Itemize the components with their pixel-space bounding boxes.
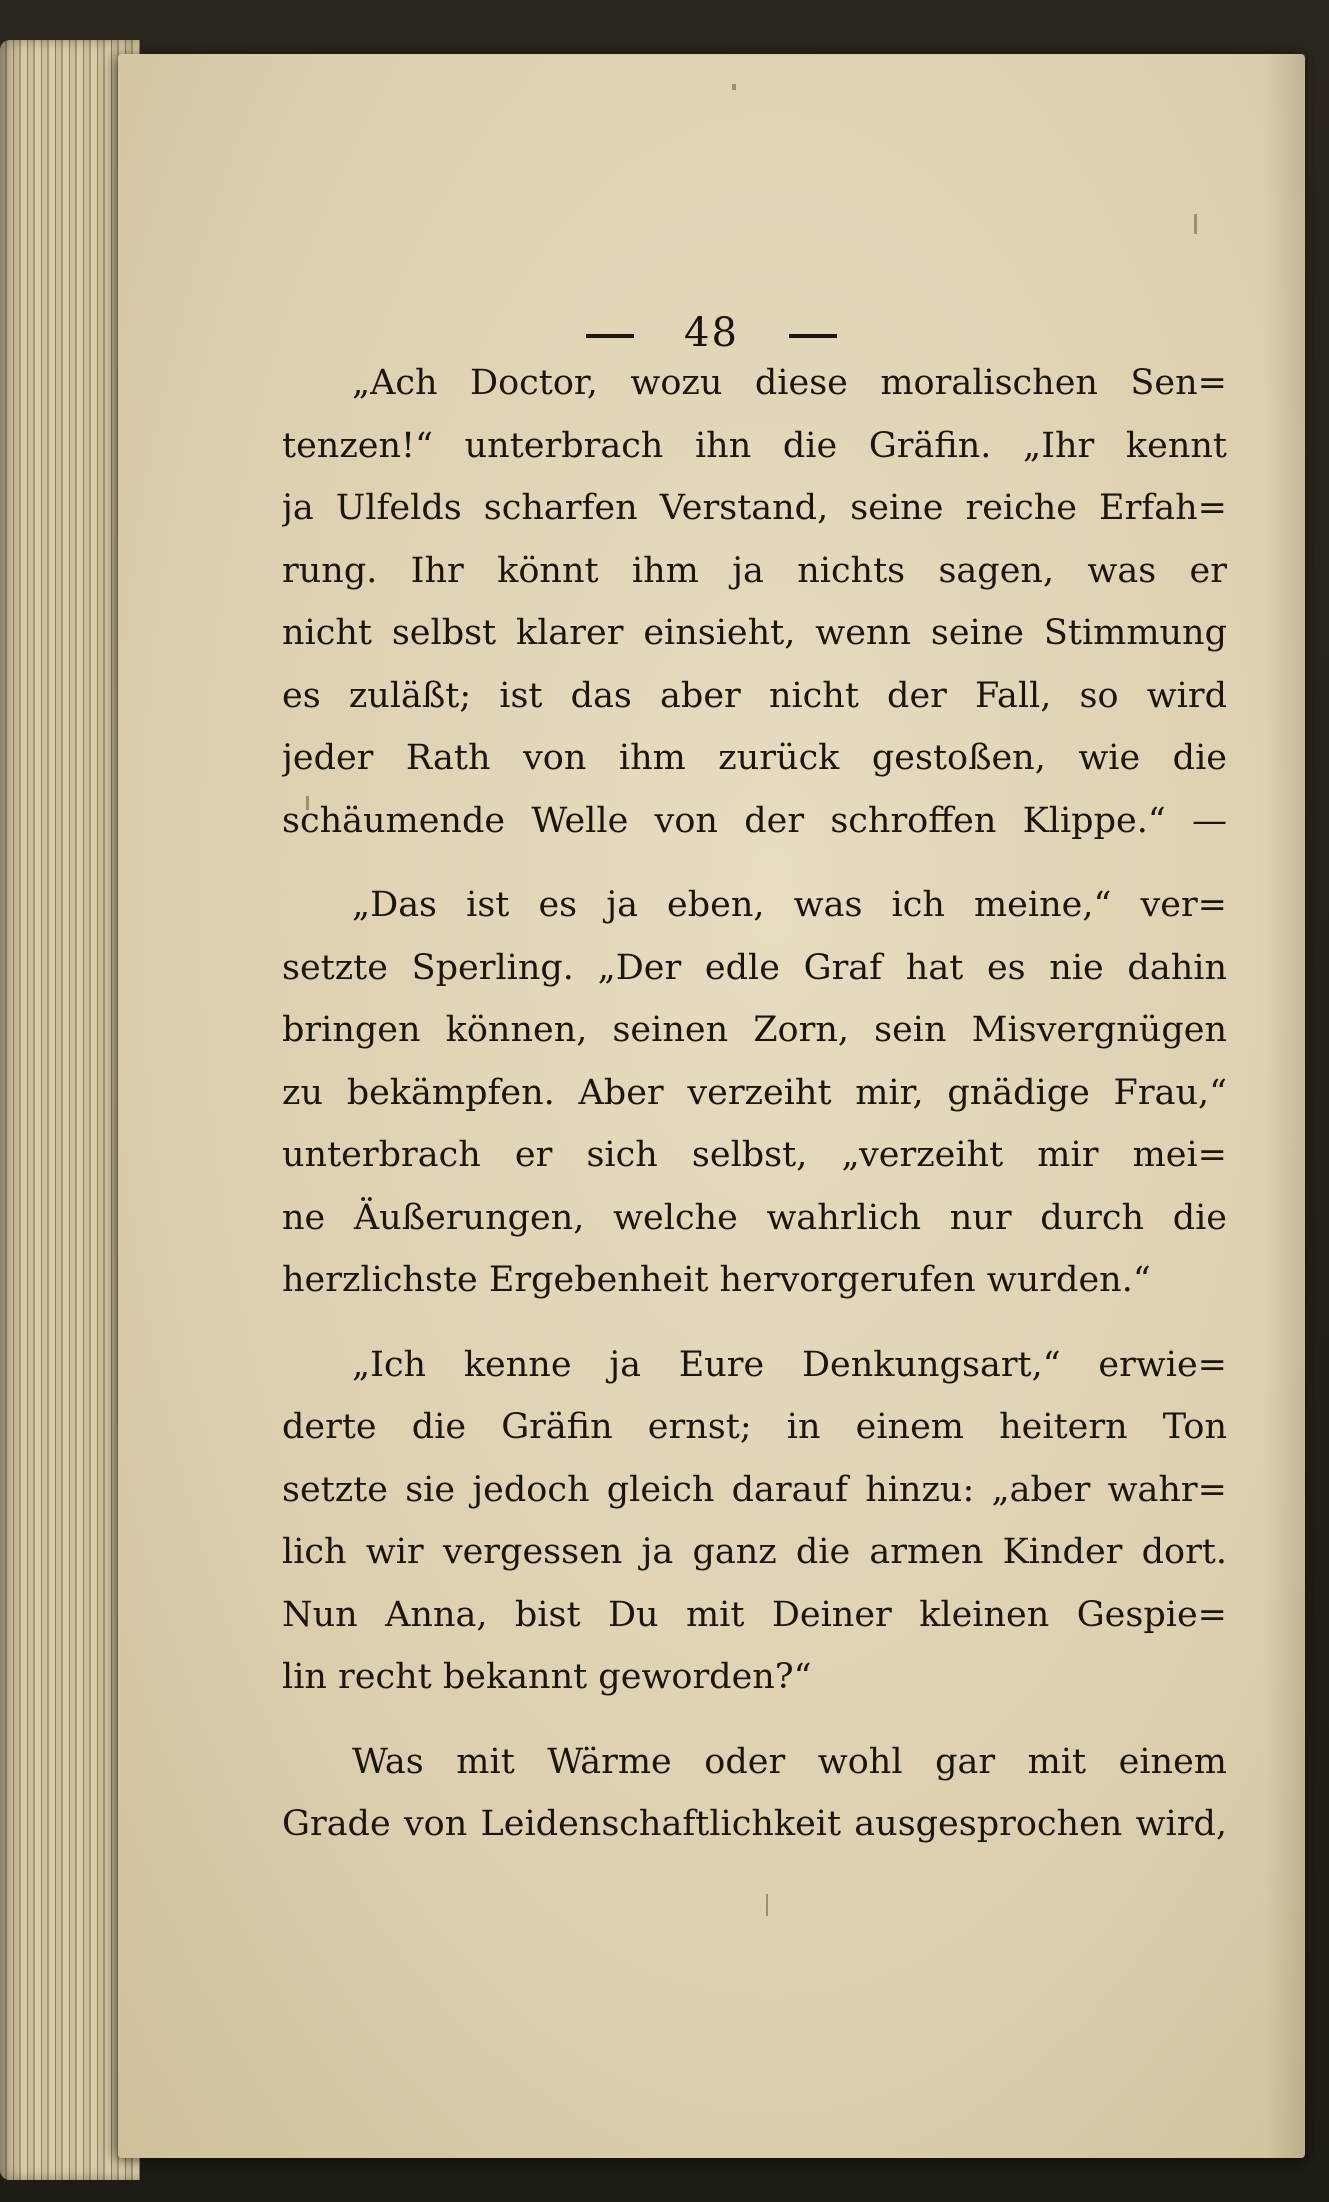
paper-speck <box>732 84 736 90</box>
paragraph <box>282 874 1227 1312</box>
text-line: „Ach Doctor, wozu diese moralischen Sen= <box>352 363 1227 403</box>
page-number <box>118 310 1305 356</box>
text-line: nicht selbst klarer einsieht, wenn seine Stimmung <box>282 613 1227 653</box>
paper-speck <box>1194 214 1197 234</box>
text-line: ja Ulfelds scharfen Verstand, seine reiche Erfah= <box>282 488 1227 528</box>
text-line: setzte Sperling. „Der edle Graf hat es nie dahin <box>282 947 1227 988</box>
text-line: Was mit Wärme oder wohl gar mit einem <box>352 1741 1227 1782</box>
page-number-dash-right <box>789 334 837 338</box>
text-line: lin recht bekannt geworden?“ <box>282 1657 812 1697</box>
body-text <box>282 352 1227 1878</box>
text-line: „Das ist es ja eben, was ich meine,“ ver= <box>352 885 1227 925</box>
text-line: schäumende Welle von der schroffen Klippe.“ — <box>282 800 1227 841</box>
page-number-dash-left <box>586 334 634 338</box>
text-line: herzlichste Ergebenheit hervorgerufen wurden.“ <box>282 1260 1151 1300</box>
text-line: derte die Gräfin ernst; in einem heitern Ton <box>282 1407 1227 1447</box>
text-line: tenzen!“ unterbrach ihn die Gräfin. „Ihr kennt <box>282 425 1227 466</box>
text-line: unterbrach er sich selbst, „verzeiht mir mei= <box>282 1135 1227 1175</box>
text-line: „Ich kenne ja Eure Denkungsart,“ erwie= <box>352 1344 1227 1385</box>
paragraph <box>282 352 1227 852</box>
text-line: es zuläßt; ist das aber nicht der Fall, so wird <box>282 675 1227 716</box>
text-line: bringen können, seinen Zorn, sein Misvergnügen <box>282 1010 1227 1050</box>
text-line: Grade von Leidenschaftlichkeit ausgesprochen wird, <box>282 1804 1227 1844</box>
text-line: setzte sie jedoch gleich darauf hinzu: „aber wahr= <box>282 1469 1227 1510</box>
paragraph <box>282 1334 1227 1709</box>
paper-speck <box>766 1894 768 1916</box>
text-line: jeder Rath von ihm zurück gestoßen, wie die <box>282 738 1227 778</box>
text-line: rung. Ihr könnt ihm ja nichts sagen, was er <box>282 550 1227 591</box>
text-line: Nun Anna, bist Du mit Deiner kleinen Gespie= <box>282 1594 1227 1635</box>
text-line: ne Äußerungen, welche wahrlich nur durch die <box>282 1197 1227 1238</box>
paragraph <box>282 1731 1227 1856</box>
text-line: zu bekämpfen. Aber verzeiht mir, gnädige Frau,“ <box>282 1072 1227 1113</box>
page-number-text: 48 <box>684 310 739 356</box>
text-line: lich wir vergessen ja ganz die armen Kinder dort. <box>282 1532 1227 1572</box>
